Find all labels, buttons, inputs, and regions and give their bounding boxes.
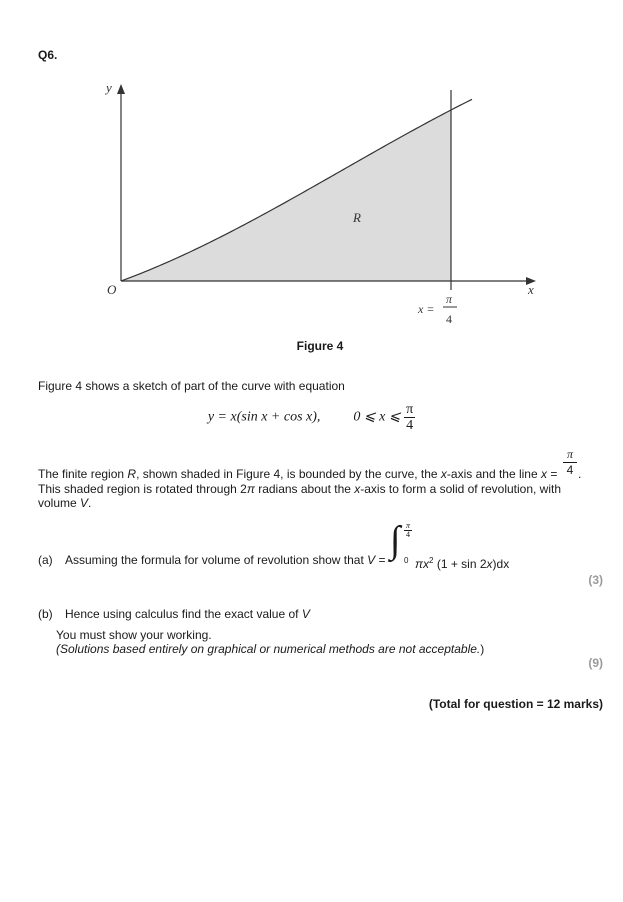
part-b-marks: (9) — [588, 656, 603, 670]
total-marks: (Total for question = 12 marks) — [428, 697, 603, 711]
part-b-working-note: You must show your working. — [56, 628, 212, 642]
y-axis-arrowhead — [117, 84, 125, 94]
x-axis-label: x — [528, 282, 534, 297]
part-a-marks: (3) — [588, 573, 603, 587]
part-a-label: (a) — [38, 553, 53, 567]
question-number: Q6. — [38, 48, 58, 62]
paragraph-period: . — [578, 467, 582, 481]
figure-caption: Figure 4 — [296, 339, 344, 353]
y-axis-label: y — [106, 80, 112, 95]
origin-label: O — [107, 282, 117, 297]
part-b-label: (b) — [38, 607, 53, 621]
equation-domain: 0 ⩽ x ⩽ — [353, 409, 401, 425]
region-label: R — [353, 210, 361, 225]
shaded-region-R — [121, 110, 451, 281]
integral-sign: ∫ — [390, 519, 401, 561]
domain-fraction: $\frac{\pi}{4}$ — [406, 402, 414, 433]
part-b-text: Hence using calculus find the exact value of V — [65, 607, 310, 621]
equation-lhs: y = x(sin x + cos x), — [207, 409, 321, 425]
curve-equation — [0, 402, 623, 433]
intro-text: Figure 4 shows a sketch of part of the curve with equation — [38, 379, 345, 393]
boundary-label-x: x = — [418, 302, 435, 316]
boundary-label-4: 4 — [446, 312, 452, 326]
paragraph-line-3: volume V. — [38, 496, 92, 510]
part-b-method-note: (Solutions based entirely on graphical or numerical methods are not acceptable.) — [56, 642, 485, 656]
paragraph-line-2: This shaded region is rotated through 2π radians about the x-axis to form a solid of revolution, with — [38, 482, 562, 496]
integrand: $\pi x^2$ (1 + sin 2x)dx — [415, 556, 510, 571]
paragraph-line-1: The finite region R, shown shaded in Figure 4, is bounded by the curve, the x-axis and the line x = — [38, 467, 558, 481]
figure-4-graph — [0, 0, 623, 360]
boundary-label-pi: π — [446, 292, 453, 306]
integral-lower-limit: 0 — [404, 556, 409, 565]
paragraph-fraction: π 4 — [563, 447, 577, 478]
part-a-text: Assuming the formula for volume of revolution show that V = — [65, 553, 386, 567]
integral-upper-limit: π 4 — [405, 521, 410, 539]
